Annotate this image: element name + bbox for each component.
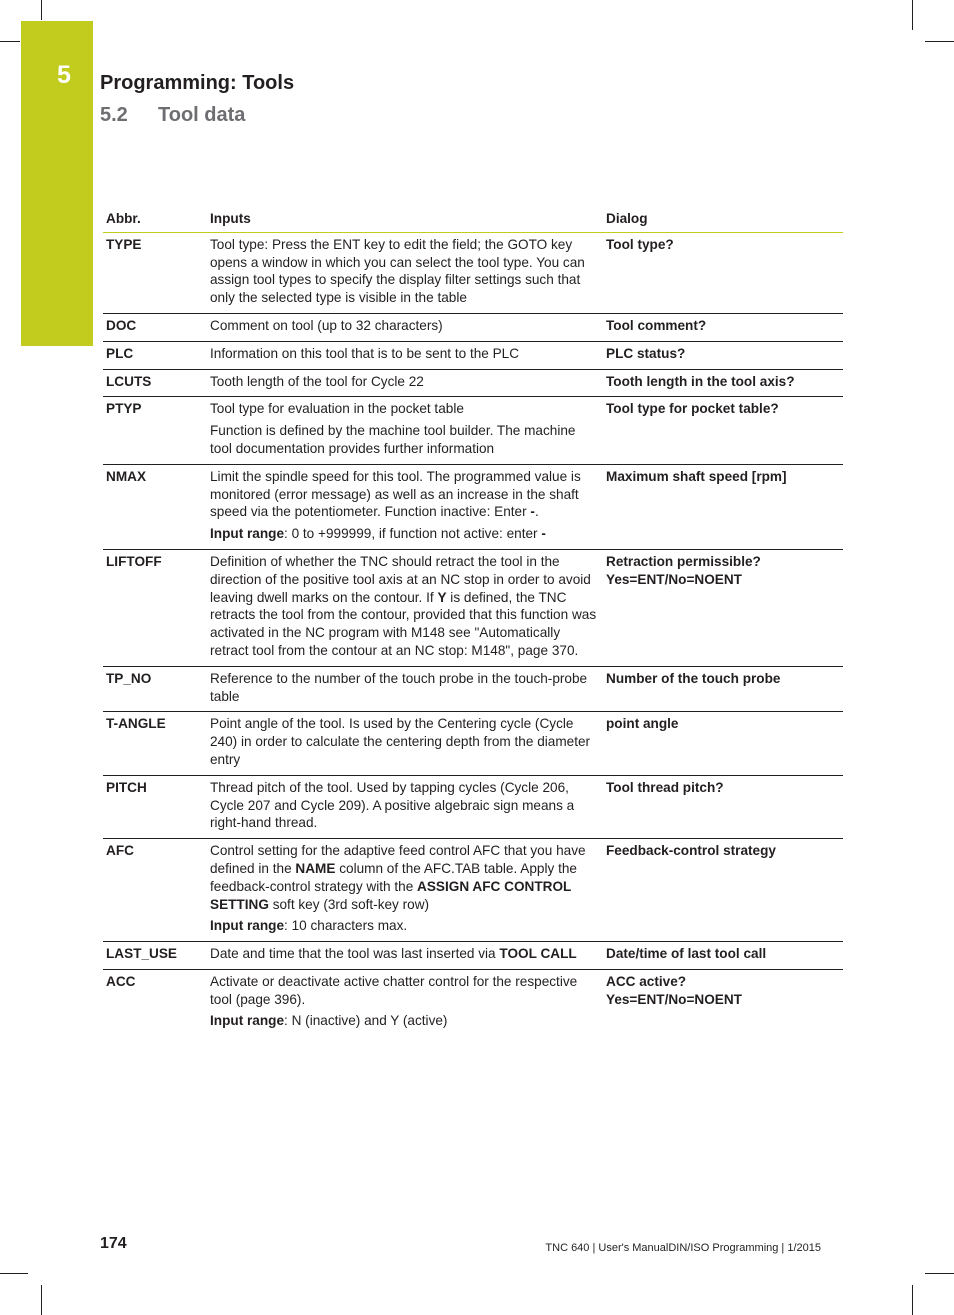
inputs-paragraph: Tool type: Press the ENT key to edit the field; the GOTO key opens a window in which you can select the tool type. You can assign tool types to specify the display filter settings such that only the selected type is visible in the table [210,236,585,306]
inputs-paragraph: Reference to the number of the touch probe in the touch-probe table [210,670,588,704]
table-row [103,666,843,712]
cell-abbr: PTYP [103,397,207,464]
table-row [103,397,843,464]
cell-abbr: NMAX [103,464,207,549]
cell-dialog [603,232,843,313]
table-header-row [103,207,843,232]
cell-dialog [603,775,843,838]
table-row [103,341,843,369]
dialog-line: Date/time of last tool call [606,946,767,962]
dialog-line: Tool comment? [606,317,707,333]
cell-abbr: T-ANGLE [103,712,207,775]
inputs-paragraph: Input range: N (inactive) and Y (active) [210,1013,448,1029]
inputs-paragraph: Input range: 10 characters max. [210,918,408,934]
dialog-line: Maximum shaft speed [rpm] [606,468,787,484]
cell-abbr: LCUTS [103,369,207,397]
crop-mark [0,41,20,42]
cell-abbr: LIFTOFF [103,549,207,666]
table-row [103,839,843,942]
dialog-line: Yes=ENT/No=NOENT [606,571,742,587]
chapter-number: 5 [57,61,71,89]
cell-abbr: DOC [103,313,207,341]
table-row [103,712,843,775]
dialog-line: Feedback-control strategy [606,843,776,859]
header-abbr: Abbr. [103,207,207,232]
inputs-paragraph: Input range: 0 to +999999, if function not active: enter - [210,526,546,542]
table-row [103,942,843,970]
inputs-paragraph: Comment on tool (up to 32 characters) [210,317,443,333]
section-number: 5.2 [100,104,128,126]
cell-dialog [603,397,843,464]
page-number: 174 [100,1235,127,1252]
dialog-line: ACC active? [606,973,687,989]
table-body [103,232,843,1036]
inputs-paragraph: Information on this tool that is to be sent to the PLC [210,345,520,361]
cell-dialog [603,549,843,666]
cell-abbr: LAST_USE [103,942,207,970]
cell-inputs [207,969,603,1036]
cell-inputs [207,397,603,464]
crop-mark [41,1285,42,1315]
table-row [103,232,843,313]
crop-mark [41,0,42,20]
inputs-paragraph: Control setting for the adaptive feed control AFC that you have defined in the NAME column of the AFC.TAB table. Apply the feedback-control strategy with the ASSIGN AFC CONTROL SETTING soft key (3rd soft-key row) [210,843,586,912]
cell-dialog [603,341,843,369]
dialog-line: Tooth length in the tool axis? [606,373,795,389]
section-title: Tool data [158,104,246,126]
cell-inputs [207,464,603,549]
inputs-paragraph: Limit the spindle speed for this tool. The programmed value is monitored (error message) as well as an increase in the shaft speed via the potentiometer. Function inactive: Enter -. [210,468,581,520]
cell-dialog [603,464,843,549]
dialog-line: point angle [606,716,679,732]
table-row [103,464,843,549]
crop-mark [925,1273,954,1274]
cell-dialog [603,969,843,1036]
cell-inputs [207,369,603,397]
cell-inputs [207,232,603,313]
table-row [103,369,843,397]
chapter-title: Programming: Tools [100,72,295,94]
inputs-paragraph: Tooth length of the tool for Cycle 22 [210,373,424,389]
inputs-paragraph: Activate or deactivate active chatter control for the respective tool (page 396). [210,973,578,1007]
inputs-paragraph: Function is defined by the machine tool builder. The machine tool documentation provides further information [210,423,576,456]
cell-dialog [603,712,843,775]
dialog-line: Tool type for pocket table? [606,401,779,417]
cell-dialog [603,839,843,942]
cell-inputs [207,712,603,775]
cell-inputs [207,775,603,838]
cell-inputs [207,839,603,942]
crop-mark [0,1273,28,1274]
dialog-line: Tool type? [606,236,674,252]
cell-inputs [207,549,603,666]
table-row [103,969,843,1036]
cell-inputs [207,942,603,970]
dialog-line: Retraction permissible? [606,553,761,569]
cell-abbr: ACC [106,973,136,989]
inputs-paragraph: Date and time that the tool was last inserted via TOOL CALL [210,946,577,962]
table-row [103,313,843,341]
dialog-line: Yes=ENT/No=NOENT [606,991,742,1007]
inputs-paragraph: Thread pitch of the tool. Used by tapping cycles (Cycle 206, Cycle 207 and Cycle 209). A positive algebraic sign means a right-hand thread. [210,779,575,831]
crop-mark [912,1285,913,1315]
tool-data-table [103,207,843,1036]
cell-inputs [207,666,603,712]
dialog-line: PLC status? [606,345,686,361]
dialog-line: Tool thread pitch? [606,779,724,795]
crop-mark [925,41,954,42]
cell-abbr: PITCH [103,775,207,838]
cell-dialog [603,942,843,970]
cell-dialog [603,369,843,397]
cell-dialog [603,666,843,712]
footer-text: TNC 640 | User's ManualDIN/ISO Programming | 1/2015 [545,1242,821,1254]
crop-mark [912,0,913,30]
inputs-paragraph: Tool type for evaluation in the pocket table [210,401,464,417]
cell-abbr: TP_NO [103,666,207,712]
table-row [103,775,843,838]
dialog-line: Number of the touch probe [606,670,781,686]
header-dialog: Dialog [603,207,843,232]
cell-inputs [207,341,603,369]
cell-inputs [207,313,603,341]
cell-abbr: AFC [103,839,207,942]
header-inputs: Inputs [207,207,603,232]
inputs-paragraph: Definition of whether the TNC should retract the tool in the direction of the positive tool axis at an NC stop in order to avoid leaving dwell marks on the contour. If Y is defined, the TNC retracts the tool from the contour, provided that this function was activated in the NC program with M148 see "Automatically retract tool from the contour at an NC stop: M148", page 370. [210,553,597,658]
cell-abbr: PLC [103,341,207,369]
cell-abbr: TYPE [103,232,207,313]
cell-dialog [603,313,843,341]
table-row [103,549,843,666]
inputs-paragraph: Point angle of the tool. Is used by the Centering cycle (Cycle 240) in order to calculate the centering depth from the diameter entry [210,716,591,767]
